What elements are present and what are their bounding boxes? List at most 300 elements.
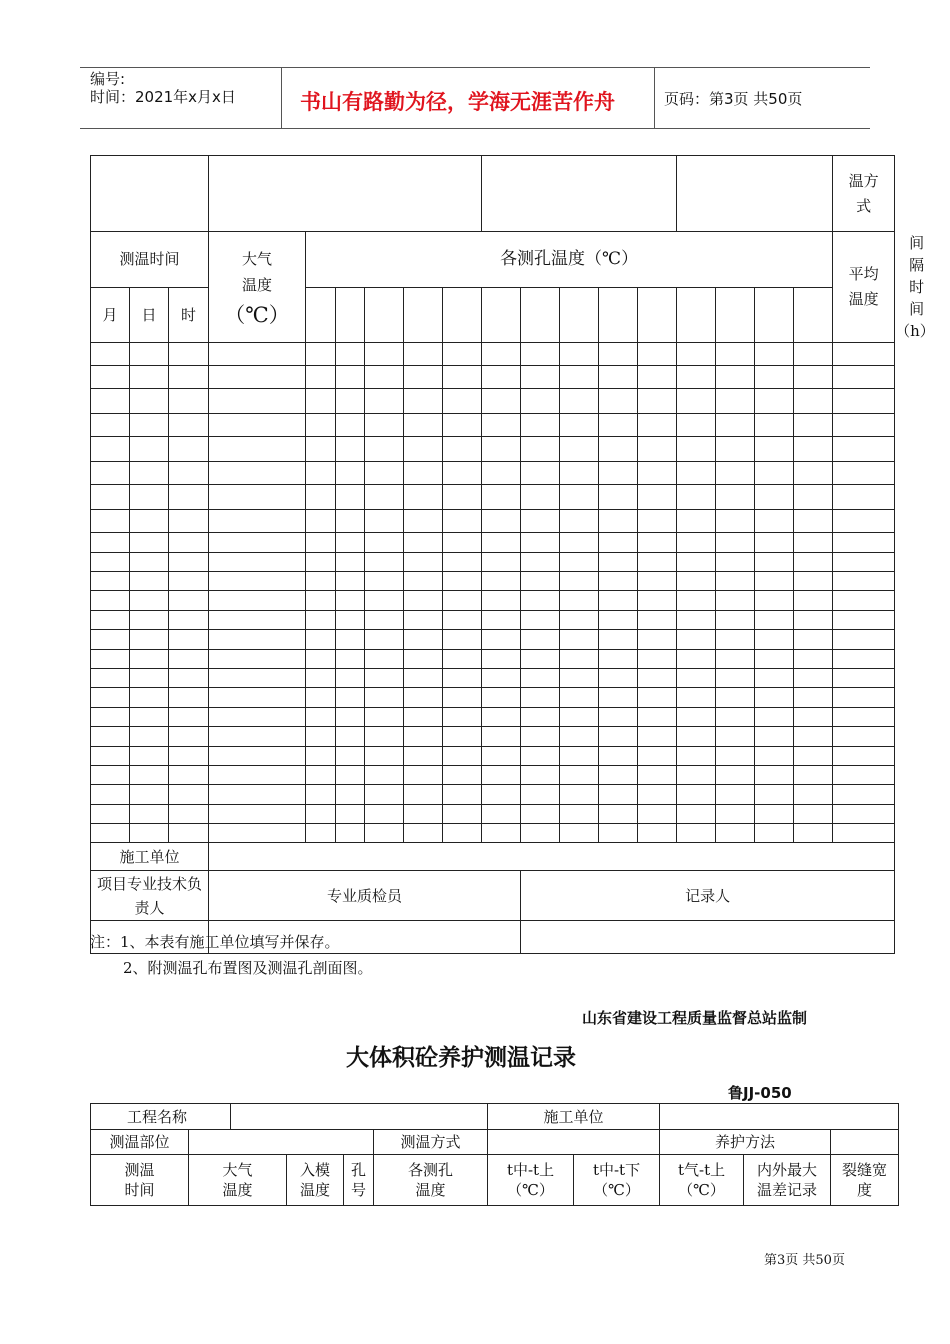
data-cell — [306, 389, 336, 414]
table-row — [91, 708, 895, 727]
data-cell — [443, 688, 482, 708]
data-cell — [833, 414, 895, 437]
data-cell — [365, 766, 404, 785]
data-cell — [560, 553, 599, 572]
data-cell — [482, 727, 521, 747]
data-cell — [336, 462, 365, 485]
data-cell — [560, 510, 599, 533]
data-cell — [130, 591, 169, 611]
data-cell — [482, 572, 521, 591]
data-cell — [560, 343, 599, 366]
data-cell — [404, 611, 443, 630]
hole-col — [794, 287, 833, 343]
data-cell — [482, 688, 521, 708]
data-cell — [91, 688, 130, 708]
data-cell — [716, 343, 755, 366]
supervisor-line: 山东省建设工程质量监督总站监制 — [582, 1009, 808, 1027]
data-cell — [91, 824, 130, 843]
data-cell — [482, 510, 521, 533]
data-cell — [638, 630, 677, 650]
note-line-2: 2、附测温孔布置图及测温孔剖面图。 — [123, 959, 373, 977]
data-cell — [209, 343, 306, 366]
data-cell — [336, 510, 365, 533]
data-cell — [91, 766, 130, 785]
data-cell — [755, 462, 794, 485]
data-cell — [521, 389, 560, 414]
data-cell — [794, 785, 833, 805]
data-cell — [599, 591, 638, 611]
data-cell — [169, 747, 209, 766]
data-cell — [521, 630, 560, 650]
table-row — [91, 343, 895, 366]
data-cell — [130, 688, 169, 708]
data-cell — [209, 437, 306, 462]
data-cell — [755, 688, 794, 708]
data-cell — [209, 553, 306, 572]
table-row — [91, 688, 895, 708]
data-cell — [443, 389, 482, 414]
data-cell — [755, 630, 794, 650]
header-divider-right — [654, 67, 655, 129]
hole-col — [482, 287, 521, 343]
data-cell — [521, 510, 560, 533]
data-cell — [599, 572, 638, 591]
header-bottom-rule — [80, 128, 870, 129]
data-cell — [599, 553, 638, 572]
data-cell — [306, 553, 336, 572]
data-cell — [482, 389, 521, 414]
data-cell — [521, 414, 560, 437]
data-cell — [336, 766, 365, 785]
data-cell — [521, 805, 560, 824]
hole-col — [404, 287, 443, 343]
data-cell — [560, 688, 599, 708]
data-cell — [209, 805, 306, 824]
top-blank-cell — [91, 156, 209, 232]
data-cell — [169, 572, 209, 591]
data-cell — [336, 553, 365, 572]
data-cell — [638, 727, 677, 747]
data-cell — [336, 727, 365, 747]
data-cell — [677, 553, 716, 572]
data-cell — [482, 437, 521, 462]
data-cell — [209, 824, 306, 843]
data-cell — [716, 485, 755, 510]
data-cell — [794, 650, 833, 669]
data-cell — [599, 414, 638, 437]
data-cell — [716, 437, 755, 462]
data-cell — [443, 805, 482, 824]
data-cell — [130, 824, 169, 843]
data-cell — [638, 688, 677, 708]
data-cell — [482, 630, 521, 650]
data-cell — [443, 708, 482, 727]
tech-lead-label: 项目专业技术负责人 — [91, 871, 209, 921]
data-cell — [169, 462, 209, 485]
table-row — [91, 766, 895, 785]
data-cell — [833, 630, 895, 650]
data-cell — [91, 727, 130, 747]
data-cell — [755, 785, 794, 805]
air-temp-header: 大气温度 （℃） — [209, 232, 306, 343]
col-crack-width: 裂缝宽 度 — [831, 1155, 899, 1206]
data-cell — [443, 533, 482, 553]
data-cell — [755, 572, 794, 591]
construction-unit-value — [209, 843, 895, 871]
data-cell — [755, 727, 794, 747]
data-cell — [209, 572, 306, 591]
data-cell — [404, 805, 443, 824]
hole-col — [716, 287, 755, 343]
data-cell — [209, 650, 306, 669]
data-cell — [404, 747, 443, 766]
col-air-temp: 大气 温度 — [189, 1155, 287, 1206]
data-cell — [443, 669, 482, 688]
data-cell — [130, 462, 169, 485]
data-cell — [91, 485, 130, 510]
data-cell — [794, 572, 833, 591]
data-cell — [638, 485, 677, 510]
table-row — [91, 572, 895, 591]
data-cell — [599, 343, 638, 366]
data-cell — [130, 630, 169, 650]
data-cell — [638, 414, 677, 437]
data-cell — [404, 766, 443, 785]
header-motto: 书山有路勤为径，学海无涯苦作舟 — [300, 90, 615, 114]
data-cell — [169, 414, 209, 437]
data-cell — [365, 805, 404, 824]
data-cell — [306, 688, 336, 708]
data-cell — [169, 553, 209, 572]
recorder-label: 记录人 — [521, 871, 895, 921]
data-cell — [336, 688, 365, 708]
data-cell — [833, 766, 895, 785]
data-cell — [677, 591, 716, 611]
data-cell — [833, 650, 895, 669]
data-cell — [306, 611, 336, 630]
data-cell — [130, 572, 169, 591]
data-cell — [716, 366, 755, 389]
data-cell — [755, 485, 794, 510]
data-cell — [755, 533, 794, 553]
data-cell — [91, 437, 130, 462]
data-cell — [560, 437, 599, 462]
data-cell — [677, 343, 716, 366]
data-cell — [833, 805, 895, 824]
data-cell — [169, 611, 209, 630]
data-cell — [365, 708, 404, 727]
col-mold-temp: 入模 温度 — [287, 1155, 344, 1206]
data-cell — [404, 553, 443, 572]
col-mid-minus-top: t中-t上 （℃） — [488, 1155, 574, 1206]
data-cell — [521, 824, 560, 843]
data-cell — [365, 510, 404, 533]
data-cell — [794, 414, 833, 437]
data-cell — [794, 727, 833, 747]
data-cell — [443, 650, 482, 669]
data-cell — [169, 708, 209, 727]
mass-concrete-form-table — [90, 1103, 899, 1206]
data-cell — [677, 824, 716, 843]
data-cell — [443, 343, 482, 366]
data-cell — [560, 414, 599, 437]
col-measure-time: 测温 时间 — [91, 1155, 189, 1206]
data-cell — [91, 630, 130, 650]
data-cell — [716, 727, 755, 747]
avg-temp-vertical-label: 平均温度 — [833, 232, 895, 343]
data-cell — [91, 611, 130, 630]
data-cell — [638, 389, 677, 414]
data-cell — [677, 669, 716, 688]
data-cell — [560, 485, 599, 510]
data-cell — [482, 533, 521, 553]
data-cell — [833, 824, 895, 843]
data-cell — [716, 824, 755, 843]
data-cell — [130, 437, 169, 462]
data-cell — [599, 766, 638, 785]
data-cell — [336, 485, 365, 510]
data-cell — [169, 591, 209, 611]
data-cell — [169, 805, 209, 824]
data-cell — [169, 437, 209, 462]
data-cell — [130, 805, 169, 824]
data-cell — [599, 785, 638, 805]
data-cell — [599, 462, 638, 485]
data-cell — [404, 437, 443, 462]
data-cell — [638, 510, 677, 533]
data-cell — [365, 414, 404, 437]
data-cell — [521, 366, 560, 389]
data-cell — [365, 462, 404, 485]
data-cell — [794, 366, 833, 389]
data-cell — [209, 708, 306, 727]
hole-col — [306, 287, 336, 343]
data-cell — [794, 485, 833, 510]
data-cell — [169, 688, 209, 708]
data-cell — [404, 414, 443, 437]
data-cell — [336, 437, 365, 462]
data-cell — [755, 650, 794, 669]
data-cell — [638, 533, 677, 553]
data-cell — [638, 462, 677, 485]
data-cell — [599, 824, 638, 843]
curing-method-value — [831, 1130, 899, 1155]
data-cell — [599, 366, 638, 389]
data-cell — [833, 343, 895, 366]
data-cell — [599, 630, 638, 650]
data-cell — [404, 533, 443, 553]
data-cell — [365, 727, 404, 747]
data-cell — [169, 650, 209, 669]
blank-rows — [91, 343, 895, 843]
data-cell — [833, 366, 895, 389]
data-cell — [130, 389, 169, 414]
data-cell — [130, 708, 169, 727]
table-row — [91, 462, 895, 485]
data-cell — [755, 824, 794, 843]
data-cell — [91, 650, 130, 669]
data-cell — [336, 591, 365, 611]
table-row — [91, 510, 895, 533]
data-cell — [833, 708, 895, 727]
data-cell — [794, 591, 833, 611]
data-cell — [677, 611, 716, 630]
data-cell — [794, 708, 833, 727]
data-cell — [209, 533, 306, 553]
data-cell — [169, 366, 209, 389]
data-cell — [755, 611, 794, 630]
data-cell — [336, 572, 365, 591]
data-cell — [365, 366, 404, 389]
data-cell — [599, 389, 638, 414]
data-cell — [306, 510, 336, 533]
data-cell — [169, 533, 209, 553]
data-cell — [677, 688, 716, 708]
data-cell — [833, 747, 895, 766]
data-cell — [209, 510, 306, 533]
data-cell — [794, 669, 833, 688]
data-cell — [560, 462, 599, 485]
data-cell — [482, 766, 521, 785]
data-cell — [482, 785, 521, 805]
form-code: 鲁JJ-050 — [728, 1084, 792, 1102]
data-cell — [365, 485, 404, 510]
data-cell — [404, 650, 443, 669]
data-cell — [365, 553, 404, 572]
data-cell — [443, 462, 482, 485]
data-cell — [833, 553, 895, 572]
data-cell — [365, 669, 404, 688]
data-cell — [560, 591, 599, 611]
data-cell — [716, 766, 755, 785]
data-cell — [482, 462, 521, 485]
data-cell — [560, 366, 599, 389]
data-cell — [306, 414, 336, 437]
data-cell — [794, 688, 833, 708]
data-cell — [91, 785, 130, 805]
data-cell — [209, 591, 306, 611]
data-cell — [169, 389, 209, 414]
data-cell — [560, 727, 599, 747]
data-cell — [677, 785, 716, 805]
data-cell — [560, 389, 599, 414]
data-cell — [443, 727, 482, 747]
data-cell — [599, 805, 638, 824]
header-divider-left — [281, 67, 282, 129]
month-header: 月 — [91, 287, 130, 343]
page-footer: 第3页 共50页 — [764, 1253, 845, 1268]
top-blank-cell — [209, 156, 482, 232]
hole-col — [560, 287, 599, 343]
data-cell — [716, 591, 755, 611]
data-cell — [306, 533, 336, 553]
data-cell — [482, 824, 521, 843]
data-cell — [482, 747, 521, 766]
data-cell — [716, 688, 755, 708]
data-cell — [404, 485, 443, 510]
data-cell — [91, 591, 130, 611]
data-cell — [755, 669, 794, 688]
data-cell — [209, 688, 306, 708]
data-cell — [560, 669, 599, 688]
data-cell — [482, 366, 521, 389]
time-group-header: 测温时间 — [91, 232, 209, 288]
data-cell — [482, 669, 521, 688]
data-cell — [336, 805, 365, 824]
data-cell — [794, 510, 833, 533]
data-cell — [755, 805, 794, 824]
data-cell — [336, 824, 365, 843]
data-cell — [130, 485, 169, 510]
curing-method-label: 养护方法 — [660, 1130, 831, 1155]
data-cell — [404, 343, 443, 366]
data-cell — [833, 611, 895, 630]
data-cell — [638, 785, 677, 805]
data-cell — [794, 533, 833, 553]
data-cell — [336, 650, 365, 669]
data-cell — [716, 611, 755, 630]
data-cell — [521, 343, 560, 366]
data-cell — [521, 688, 560, 708]
project-name-value — [231, 1104, 488, 1130]
data-cell — [91, 414, 130, 437]
measure-method-label: 测温方式 — [374, 1130, 488, 1155]
data-cell — [130, 785, 169, 805]
data-cell — [443, 414, 482, 437]
data-cell — [209, 389, 306, 414]
data-cell — [209, 485, 306, 510]
data-cell — [560, 824, 599, 843]
col-hole-no: 孔 号 — [344, 1155, 374, 1206]
temperature-log-table: 温方式 测温时间 大气温度 （℃） 各测孔温度（℃） 平均温度 间隔时间 （h） 月 日 时 施工单位 项目专业技术负责人 专业质检员 记录人 — [90, 155, 895, 954]
data-cell — [336, 669, 365, 688]
data-cell — [599, 669, 638, 688]
data-cell — [169, 343, 209, 366]
data-cell — [336, 785, 365, 805]
day-header: 日 — [130, 287, 169, 343]
data-cell — [336, 389, 365, 414]
data-cell — [365, 630, 404, 650]
data-cell — [404, 727, 443, 747]
data-cell — [443, 630, 482, 650]
data-cell — [130, 343, 169, 366]
data-cell — [130, 747, 169, 766]
data-cell — [443, 591, 482, 611]
data-cell — [638, 343, 677, 366]
data-cell — [169, 485, 209, 510]
data-cell — [755, 366, 794, 389]
data-cell — [482, 650, 521, 669]
data-cell — [306, 747, 336, 766]
data-cell — [716, 553, 755, 572]
data-cell — [209, 462, 306, 485]
data-cell — [91, 572, 130, 591]
header-code-label: 编号: — [90, 70, 126, 88]
data-cell — [443, 766, 482, 785]
data-cell — [365, 650, 404, 669]
data-cell — [306, 650, 336, 669]
data-cell — [130, 766, 169, 785]
data-cell — [716, 533, 755, 553]
data-cell — [638, 611, 677, 630]
data-cell — [716, 785, 755, 805]
table-row — [91, 611, 895, 630]
project-name-label: 工程名称 — [91, 1104, 231, 1130]
data-cell — [755, 414, 794, 437]
data-cell — [443, 485, 482, 510]
data-cell — [404, 688, 443, 708]
measure-method-value — [488, 1130, 660, 1155]
